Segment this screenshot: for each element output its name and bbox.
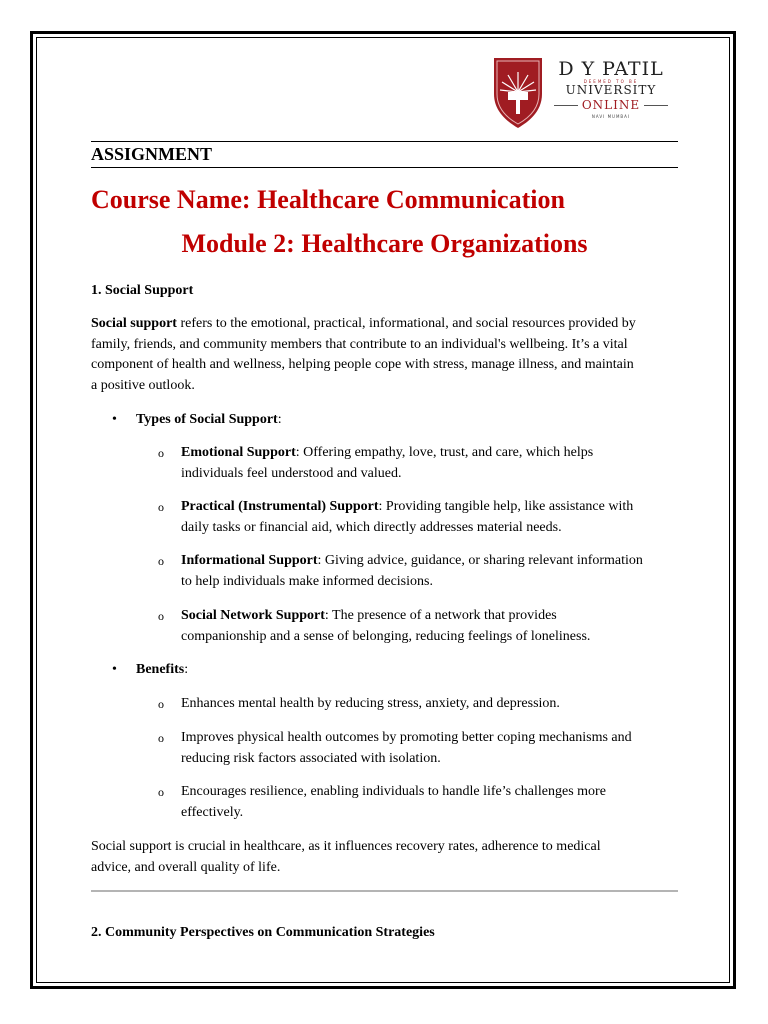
module-title: Module 2: Healthcare Organizations [181,229,588,258]
logo-online: ONLINE [581,98,641,112]
sub-bullet-icon: o [158,446,164,460]
logo-right-line [644,105,668,106]
item-text: Improves physical health outcomes by promoting better coping mechanisms and [181,730,632,745]
logo-left-line [554,105,578,106]
sub-bullet-icon: o [158,554,164,568]
item-text: : Offering empathy, love, trust, and care, which helps [295,445,594,460]
intro-line: refers to the emotional, practical, informational, and social resources provided by [176,316,636,331]
sub-bullet-icon: o [158,785,164,799]
logo-online-row [554,97,668,113]
sub-bullet-icon: o [158,609,164,623]
intro-term: Social support [91,316,177,331]
section2-heading: 2. Community Perspectives on Communication Strategies [91,925,435,940]
closing-line: advice, and overall quality of life. [91,859,281,875]
bullet-label: Types of Social Support: [136,412,282,427]
closing-paragraph [91,837,678,878]
logo-university: UNIVERSITY [565,83,657,97]
logo-place: NAVI MUMBAI [591,114,631,119]
bullet-label: Benefits: [136,662,189,677]
header-rule-top [91,141,678,142]
assignment-label: ASSIGNMENT [91,144,213,164]
item-text: reducing risk factors associated with isolation. [181,750,441,766]
item-text: to help individuals make informed decisions. [181,573,433,589]
item-text: effectively. [181,804,244,820]
section-heading: 1. Social Support [91,283,194,298]
intro-line: a positive outlook. [91,377,195,393]
logo-name: D Y PATIL [558,58,664,80]
item-text: individuals feel understood and valued. [181,465,402,481]
item-term: Emotional Support [181,445,296,460]
bullet-icon: • [112,412,117,427]
closing-line: Social support is crucial in healthcare, as it influences recovery rates, adherence to medical [91,839,601,854]
item-term: Practical (Instrumental) Support [181,499,379,514]
item-text: companionship and a sense of belonging, reducing feelings of loneliness. [181,628,591,644]
sub-bullet-icon: o [158,731,164,745]
item-text: : Giving advice, guidance, or sharing relevant information [317,553,643,568]
item-text: daily tasks or financial aid, which directly addresses material needs. [181,519,562,535]
item-term: Social Network Support [181,608,325,623]
item-text: : Providing tangible help, like assistance with [378,499,634,514]
sub-bullet-icon: o [158,500,164,514]
bullet-icon: • [112,662,117,677]
intro-paragraph [91,314,678,396]
course-title: Course Name: Healthcare Communication [91,185,565,214]
sub-bullet-icon: o [158,697,164,711]
intro-line: component of health and wellness, helping people cope with stress, manage illness, and maintain [91,357,634,372]
header-rule-bottom [91,167,678,168]
item-text: Encourages resilience, enabling individuals to handle life’s challenges more [181,784,606,799]
crest-icon [488,52,548,132]
logo-tagline: DEEMED TO BE [583,79,639,84]
intro-line: family, friends, and community members that contribute to an individual's wellbeing. It’s a vital [91,336,628,352]
item-term: Informational Support [181,553,318,568]
university-logo [484,52,674,132]
item-text: Enhances mental health by reducing stress, anxiety, and depression. [181,696,560,711]
section-separator [91,890,678,892]
item-text: : The presence of a network that provides [324,608,557,623]
